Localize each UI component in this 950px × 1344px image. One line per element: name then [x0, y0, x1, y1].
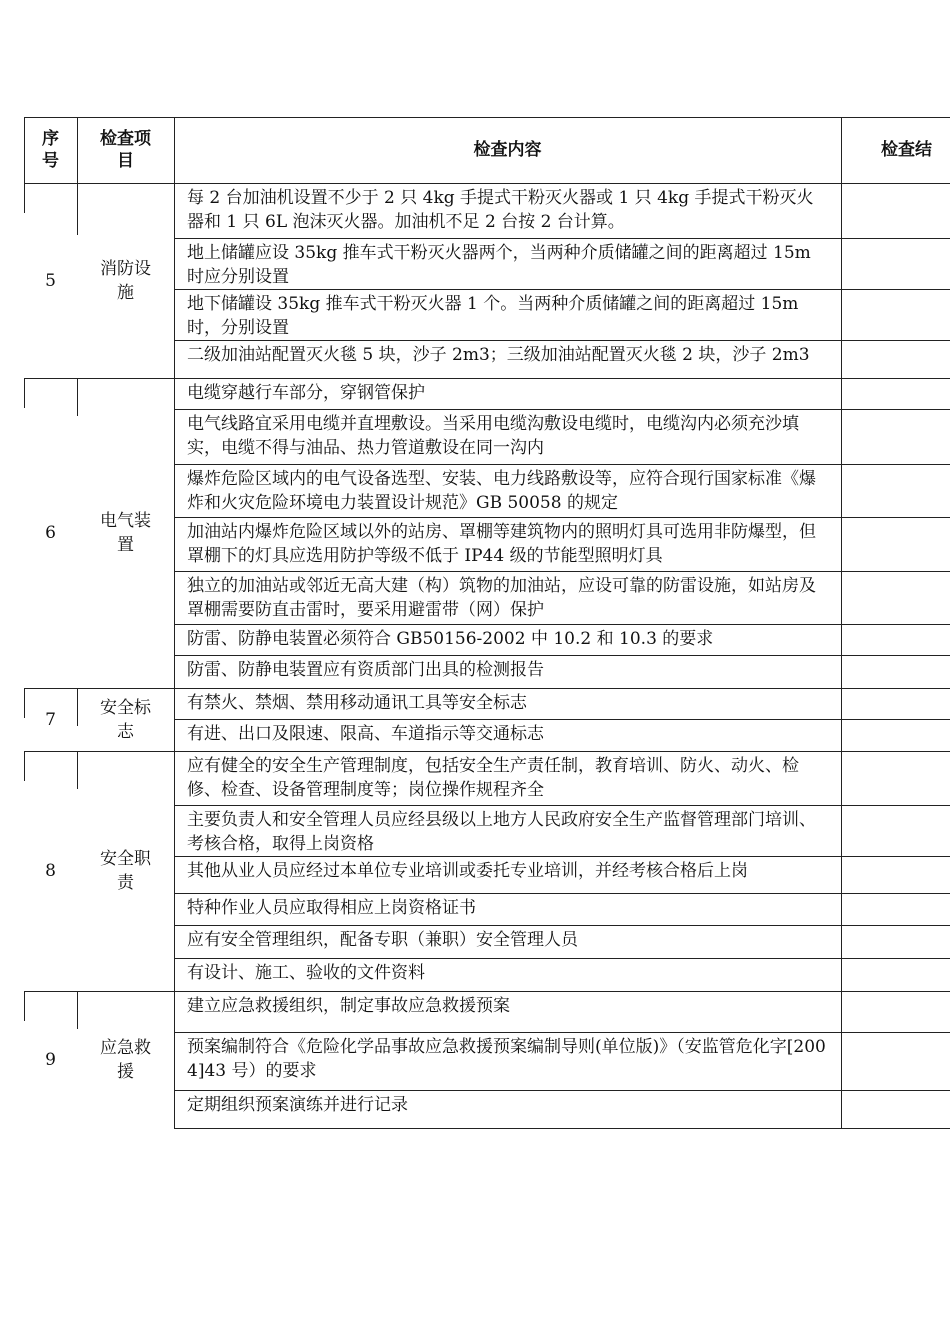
result-cell[interactable] [841, 805, 950, 856]
result-cell[interactable] [841, 409, 950, 464]
content-cell: 主要负责人和安全管理人员应经县级以上地方人民政府安全生产监督管理部门培训、考核合格，取得上岗资格 [187, 810, 816, 854]
result-cell[interactable] [841, 340, 950, 378]
result-cell[interactable] [841, 289, 950, 340]
content-cell: 爆炸危险区域内的电气设备选型、安装、电力线路敷设等，应符合现行国家标准《爆炸和火灾危险环境电力装置设计规范》GB 50058 的规定 [187, 469, 816, 513]
result-cell[interactable] [841, 238, 950, 289]
grid-line [841, 117, 842, 183]
content-cell: 建立应急救援组织，制定事故应急救援预案 [187, 996, 510, 1016]
content-cell: 电气线路宜采用电缆并直埋敷设。当采用电缆沟敷设电缆时，电缆沟内必须充沙填实，电缆不得与油品、热力管道敷设在同一沟内 [187, 414, 799, 458]
grid-line [174, 1128, 950, 1129]
grid-line [174, 624, 950, 625]
group-item: 安全标 志 [100, 697, 151, 742]
grid-line [174, 751, 950, 752]
content-cell: 防雷、防静电装置应有资质部门出具的检测报告 [187, 660, 544, 680]
header-content: 检查内容 [473, 140, 542, 160]
grid-line [174, 805, 950, 806]
result-cell[interactable] [841, 958, 950, 991]
group-item: 应急救 援 [100, 1037, 151, 1082]
grid-line [174, 688, 950, 689]
grid-line [174, 464, 950, 465]
result-cell[interactable] [841, 464, 950, 517]
result-cell[interactable] [841, 571, 950, 624]
grid-line [174, 893, 950, 894]
grid-line [174, 1090, 950, 1091]
grid-line [174, 925, 950, 926]
result-cell[interactable] [841, 378, 950, 409]
header-seq: 序 号 [42, 129, 59, 171]
group-item: 电气装 置 [100, 511, 151, 555]
result-cell[interactable] [841, 991, 950, 1032]
content-cell: 地上储罐应设 35kg 推车式干粉灭火器两个，当两种介质储罐之间的距离超过 15m 时应分别设置 [187, 243, 811, 287]
content-cell: 有进、出口及限速、限高、车道指示等交通标志 [187, 724, 544, 744]
group-item: 消防设 施 [100, 258, 151, 303]
content-cell: 有禁火、禁烟、禁用移动通讯工具等安全标志 [187, 693, 527, 713]
content-cell: 独立的加油站或邻近无高大建（构）筑物的加油站，应设可靠的防雷设施，如站房及罩棚需要防直击雷时，要采用避雷带（网）保护 [187, 576, 816, 620]
grid-line [174, 183, 950, 184]
grid-line [174, 289, 950, 290]
content-cell: 其他从业人员应经过本单位专业培训或委托专业培训，并经考核合格后上岗 [187, 861, 748, 881]
content-cell: 定期组织预案演练并进行记录 [187, 1095, 408, 1115]
grid-line [174, 991, 950, 992]
result-cell[interactable] [841, 517, 950, 571]
grid-line [174, 571, 950, 572]
group-seq: 9 [45, 1049, 56, 1070]
grid-line [174, 340, 950, 341]
result-cell[interactable] [841, 856, 950, 893]
content-cell: 预案编制符合《危险化学品事故应急救援预案编制导则(单位版)》（安监管危化字[2004]43 号）的要求 [187, 1037, 826, 1081]
content-cell: 地下储罐设 35kg 推车式干粉灭火器 1 个。当两种介质储罐之间的距离超过 15m 时，分别设置 [187, 294, 799, 338]
content-cell: 加油站内爆炸危险区域以外的站房、罩棚等建筑物内的照明灯具可选用非防爆型，但罩棚下的灯具应选用防护等级不低于 IP44 级的节能型照明灯具 [187, 522, 816, 566]
header-result: 检查结 [881, 140, 932, 160]
result-cell[interactable] [841, 624, 950, 655]
content-cell: 防雷、防静电装置必须符合 GB50156-2002 中 10.2 和 10.3 的要求 [187, 629, 714, 649]
grid-line [174, 517, 950, 518]
header-item: 检查项 目 [100, 129, 151, 171]
grid-line [174, 378, 950, 379]
content-cell: 应有健全的安全生产管理制度，包括安全生产责任制，教育培训、防火、动火、检修、检查、设备管理制度等；岗位操作规程齐全 [187, 756, 799, 800]
group-seq: 8 [45, 861, 56, 881]
group-seq: 7 [45, 709, 56, 730]
grid-line [174, 958, 950, 959]
result-cell[interactable] [841, 719, 950, 751]
group-seq: 5 [45, 270, 56, 291]
group-seq: 6 [45, 523, 56, 543]
result-cell[interactable] [841, 183, 950, 238]
grid-line [174, 655, 950, 656]
content-cell: 应有安全管理组织，配备专职（兼职）安全管理人员 [187, 930, 578, 950]
content-cell: 二级加油站配置灭火毯 5 块，沙子 2m3；三级加油站配置灭火毯 2 块，沙子 2m3 [187, 345, 810, 365]
group-item: 安全职 责 [100, 849, 151, 893]
result-cell[interactable] [841, 751, 950, 805]
grid-line [174, 856, 950, 857]
result-cell[interactable] [841, 1032, 950, 1090]
grid-line [174, 719, 950, 720]
content-cell: 有设计、施工、验收的文件资料 [187, 963, 425, 983]
grid-line [174, 1032, 950, 1033]
grid-line [174, 409, 950, 410]
result-cell[interactable] [841, 1090, 950, 1128]
result-cell[interactable] [841, 655, 950, 688]
content-cell: 电缆穿越行车部分，穿钢管保护 [187, 383, 425, 403]
content-cell: 每 2 台加油机设置不少于 2 只 4kg 手提式干粉灭火器或 1 只 4kg 手提式干粉灭火器和 1 只 6L 泡沫灭火器。加油机不足 2 台按 2 台计算。 [187, 188, 814, 232]
result-cell[interactable] [841, 688, 950, 719]
content-cell: 特种作业人员应取得相应上岗资格证书 [187, 898, 476, 918]
result-cell[interactable] [841, 925, 950, 958]
result-cell[interactable] [841, 893, 950, 925]
grid-line [174, 238, 950, 239]
